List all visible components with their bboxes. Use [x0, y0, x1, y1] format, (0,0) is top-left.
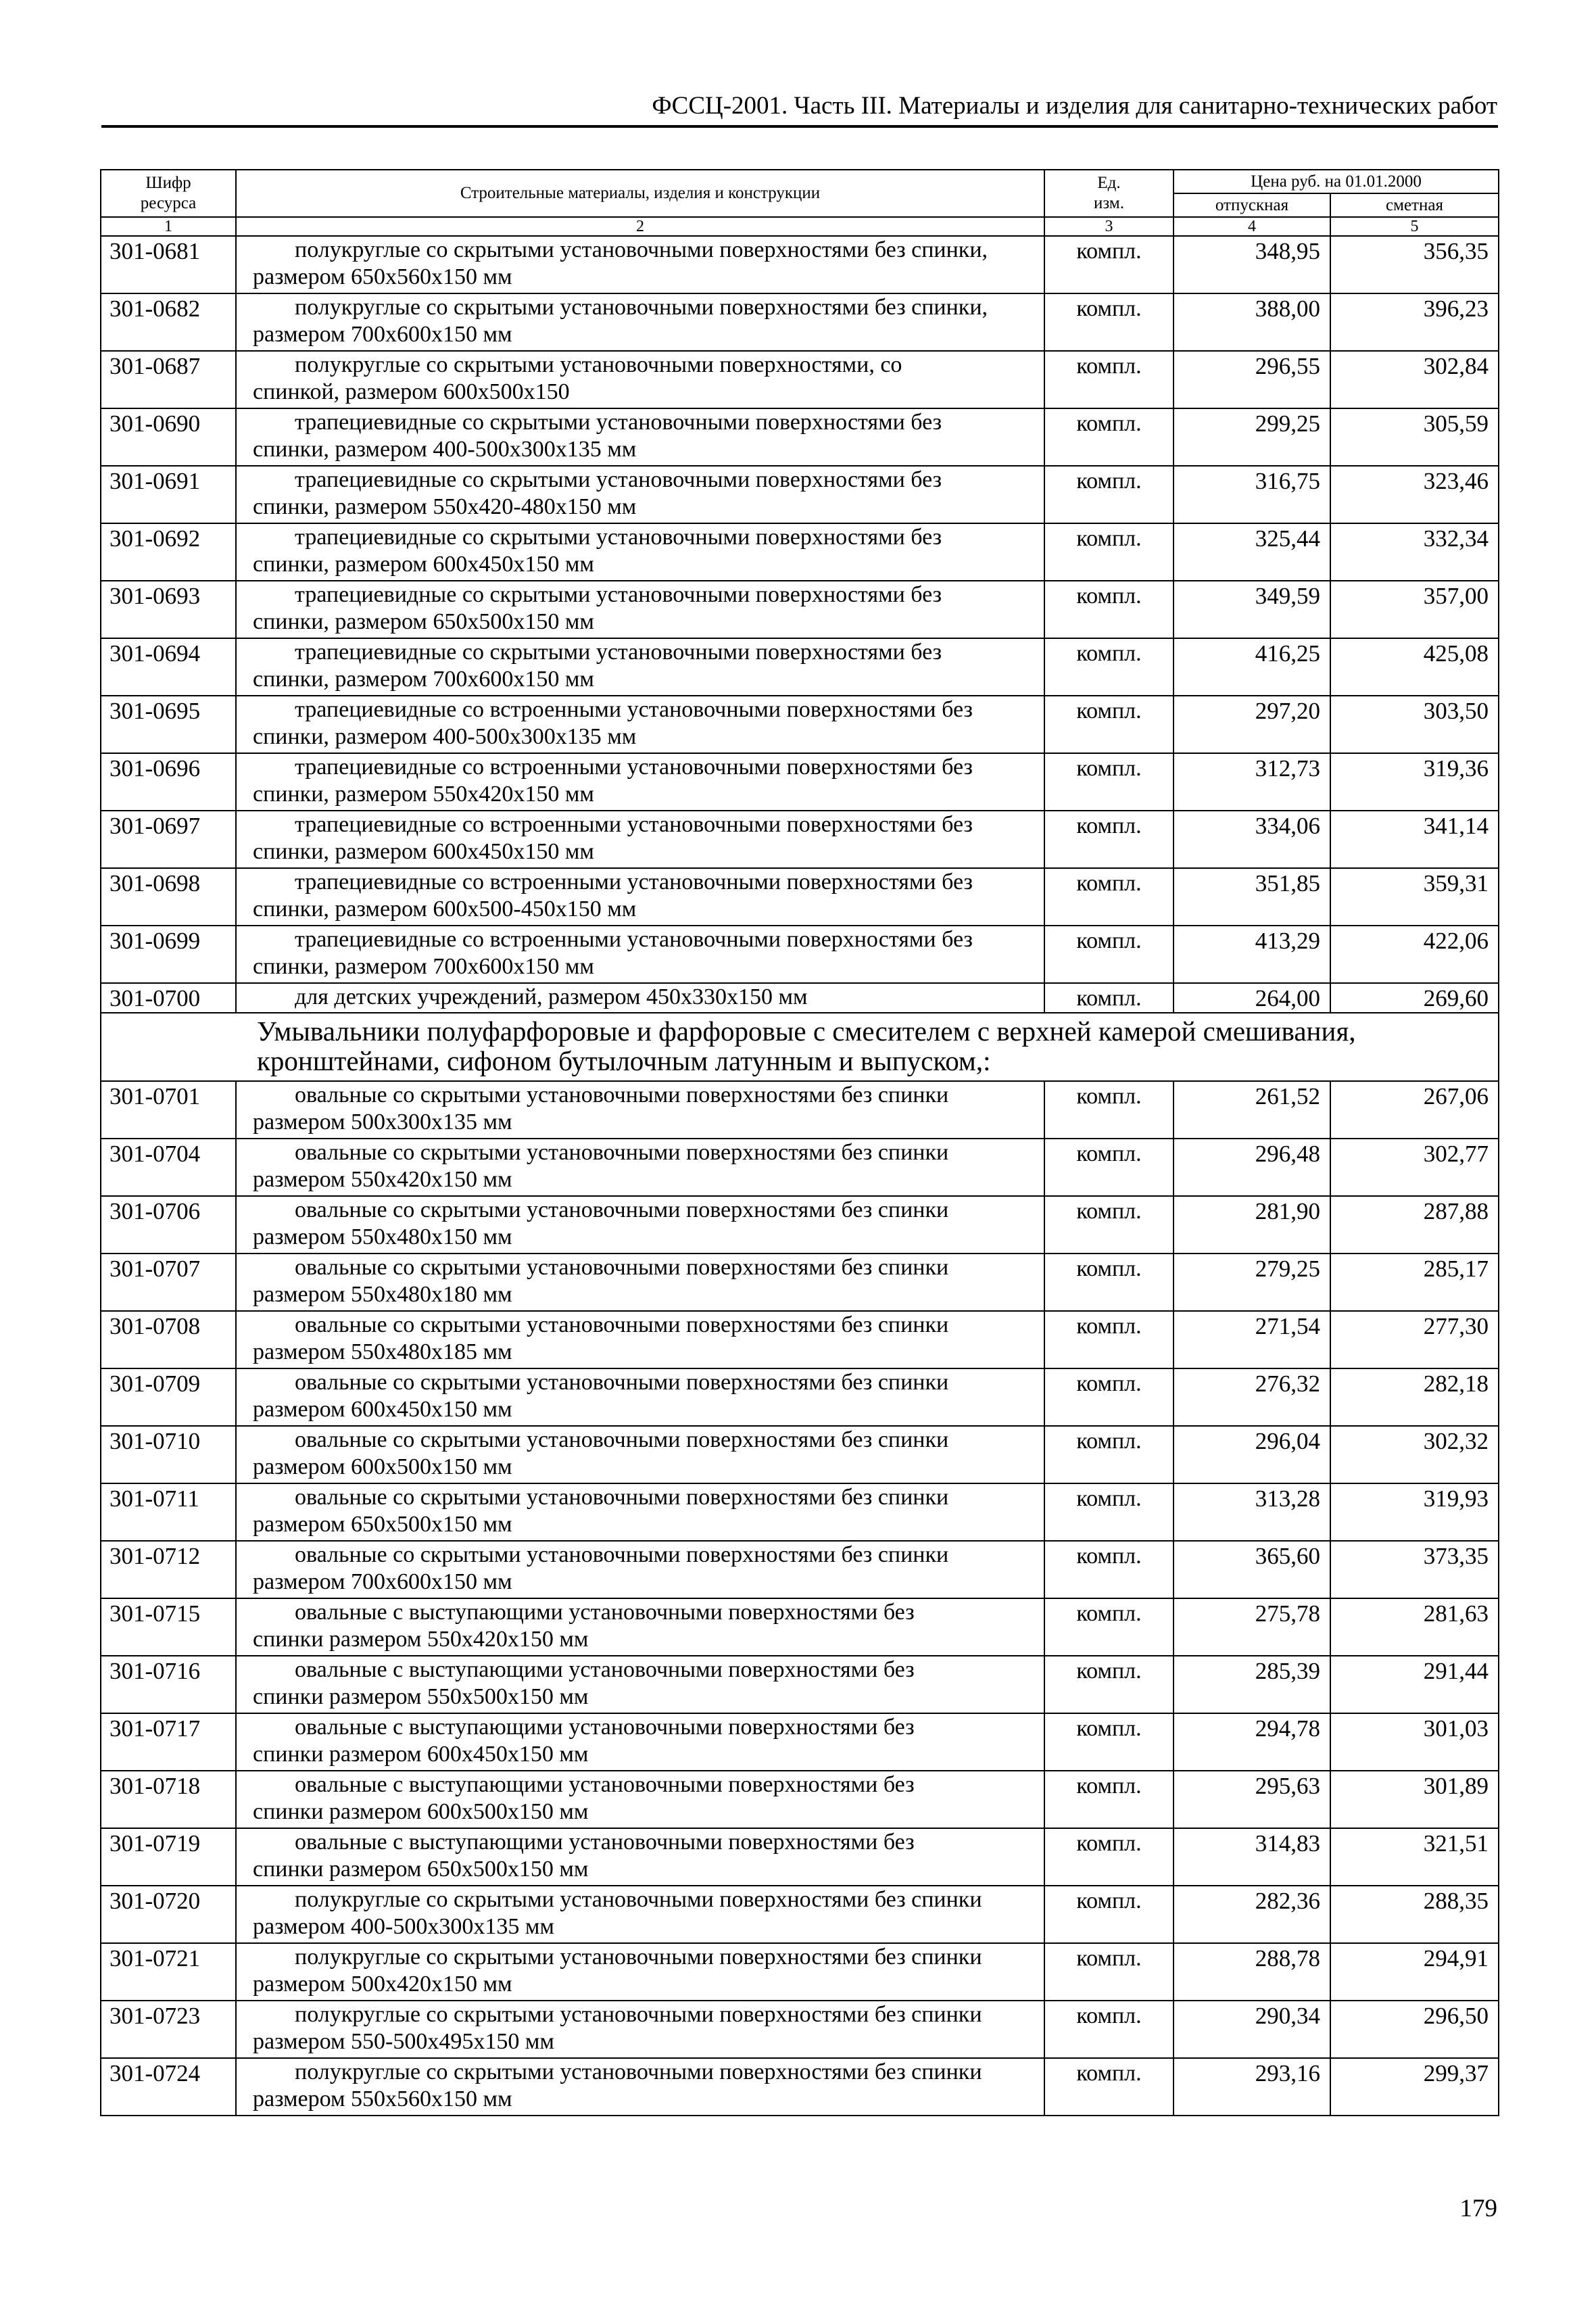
- col-header-code: [101, 170, 236, 217]
- header-rule: [101, 125, 1498, 128]
- item-description-line1: полукруглые со скрытыми установочными поверхностями без спинки: [295, 1887, 982, 1912]
- table-row: [101, 638, 1499, 696]
- col-header-code-line1: Шифр: [145, 174, 191, 192]
- col-header-price-group: Цена руб. на 01.01.2000: [1174, 170, 1499, 193]
- release-price: 290,34: [1174, 2001, 1330, 2058]
- item-description: [236, 293, 1044, 351]
- item-description-line1: овальные с выступающими установочными поверхностями без: [295, 1657, 915, 1682]
- table-row: [101, 1254, 1499, 1311]
- estimate-price: 323,46: [1330, 466, 1499, 523]
- resource-code: 301-0681: [101, 236, 236, 293]
- col-header-unit: [1044, 170, 1174, 217]
- item-description-line1: трапециевидные со скрытыми установочными поверхностями без: [295, 467, 942, 492]
- item-description: [236, 983, 1044, 1013]
- item-description: [236, 408, 1044, 466]
- section-heading-line2: кронштейнами, сифоном бутылочным латунным и выпуском,:: [257, 1045, 991, 1076]
- item-description-line1: овальные с выступающими установочными поверхностями без: [295, 1772, 915, 1797]
- resource-code: 301-0711: [101, 1483, 236, 1541]
- item-description-line1: овальные со скрытыми установочными поверхностями без спинки: [295, 1082, 949, 1107]
- resource-code: 301-0699: [101, 926, 236, 983]
- release-price: 349,59: [1174, 581, 1330, 638]
- table-row: [101, 1541, 1499, 1598]
- resource-code: 301-0694: [101, 638, 236, 696]
- item-description: [236, 1886, 1044, 1943]
- item-description-line2: спинки, размером 600х500-450х150 мм: [253, 897, 637, 922]
- item-description-line2: спинки, размером 400-500х300х135 мм: [253, 437, 637, 462]
- unit-of-measure: компл.: [1044, 523, 1174, 581]
- estimate-price: 425,08: [1330, 638, 1499, 696]
- release-price: 295,63: [1174, 1771, 1330, 1828]
- estimate-price: 285,17: [1330, 1254, 1499, 1311]
- release-price: 313,28: [1174, 1483, 1330, 1541]
- unit-of-measure: компл.: [1044, 868, 1174, 926]
- page-number: 179: [1459, 2195, 1497, 2222]
- unit-of-measure: компл.: [1044, 2058, 1174, 2116]
- item-description: [236, 1081, 1044, 1139]
- item-description: [236, 1771, 1044, 1828]
- col-header-unit-line1: Ед.: [1097, 174, 1121, 192]
- item-description-line2: размером 650х500х150 мм: [253, 1512, 512, 1537]
- column-number: 4: [1174, 217, 1330, 236]
- resource-code: 301-0693: [101, 581, 236, 638]
- section-heading-line1: Умывальники полуфарфоровые и фарфоровые с смесителем с верхней камерой смешивания,: [257, 1016, 1356, 1047]
- item-description: [236, 868, 1044, 926]
- table-row: [101, 581, 1499, 638]
- estimate-price: 341,14: [1330, 811, 1499, 868]
- estimate-price: 319,36: [1330, 753, 1499, 811]
- resource-code: 301-0717: [101, 1713, 236, 1771]
- item-description-line2: спинки, размером 650х500х150 мм: [253, 609, 594, 634]
- item-description: [236, 638, 1044, 696]
- resource-code: 301-0691: [101, 466, 236, 523]
- unit-of-measure: компл.: [1044, 1196, 1174, 1254]
- resource-code: 301-0690: [101, 408, 236, 466]
- item-description: [236, 2001, 1044, 2058]
- unit-of-measure: компл.: [1044, 466, 1174, 523]
- resource-code: 301-0701: [101, 1081, 236, 1139]
- estimate-price: 396,23: [1330, 293, 1499, 351]
- release-price: 279,25: [1174, 1254, 1330, 1311]
- unit-of-measure: компл.: [1044, 1426, 1174, 1483]
- table-row: [101, 1081, 1499, 1139]
- running-header: ФССЦ-2001. Часть III. Материалы и изделия для санитарно-технических работ: [652, 92, 1497, 120]
- resource-code: 301-0720: [101, 1886, 236, 1943]
- release-price: 285,39: [1174, 1656, 1330, 1713]
- release-price: 261,52: [1174, 1081, 1330, 1139]
- table-row: [101, 868, 1499, 926]
- item-description-line1: овальные со скрытыми установочными поверхностями без спинки: [295, 1485, 949, 1510]
- item-description-line1: овальные со скрытыми установочными поверхностями без спинки: [295, 1370, 949, 1395]
- unit-of-measure: компл.: [1044, 1483, 1174, 1541]
- item-description-line1: овальные со скрытыми установочными поверхностями без спинки: [295, 1140, 949, 1165]
- item-description-line1: для детских учреждений, размером 450х330х150 мм: [295, 984, 808, 1009]
- table-row: [101, 1598, 1499, 1656]
- item-description-line1: трапециевидные со встроенными установочными поверхностями без: [295, 927, 973, 952]
- unit-of-measure: компл.: [1044, 581, 1174, 638]
- col-header-name: Строительные материалы, изделия и конструкции: [236, 170, 1044, 217]
- resource-code: 301-0707: [101, 1254, 236, 1311]
- unit-of-measure: компл.: [1044, 1656, 1174, 1713]
- item-description-line2: размером 500х420х150 мм: [253, 1972, 512, 1997]
- column-number: 1: [101, 217, 236, 236]
- table-row: [101, 1943, 1499, 2001]
- estimate-price: 302,77: [1330, 1139, 1499, 1196]
- unit-of-measure: компл.: [1044, 293, 1174, 351]
- release-price: 275,78: [1174, 1598, 1330, 1656]
- estimate-price: 282,18: [1330, 1368, 1499, 1426]
- table-row: [101, 523, 1499, 581]
- item-description: [236, 696, 1044, 753]
- unit-of-measure: компл.: [1044, 2001, 1174, 2058]
- item-description-line1: овальные со скрытыми установочными поверхностями без спинки: [295, 1255, 949, 1280]
- release-price: 388,00: [1174, 293, 1330, 351]
- release-price: 334,06: [1174, 811, 1330, 868]
- item-description: [236, 1541, 1044, 1598]
- release-price: 416,25: [1174, 638, 1330, 696]
- item-description: [236, 1713, 1044, 1771]
- unit-of-measure: компл.: [1044, 1081, 1174, 1139]
- column-number: 5: [1330, 217, 1499, 236]
- release-price: 294,78: [1174, 1713, 1330, 1771]
- table-row: [101, 466, 1499, 523]
- item-description-line2: размером 500х300х135 мм: [253, 1109, 512, 1135]
- item-description: [236, 1656, 1044, 1713]
- release-price: 296,04: [1174, 1426, 1330, 1483]
- table-row: [101, 1196, 1499, 1254]
- resource-code: 301-0721: [101, 1943, 236, 2001]
- resource-code: 301-0695: [101, 696, 236, 753]
- estimate-price: 277,30: [1330, 1311, 1499, 1368]
- estimate-price: 287,88: [1330, 1196, 1499, 1254]
- item-description-line2: размером 550х420х150 мм: [253, 1167, 512, 1192]
- table-row: [101, 408, 1499, 466]
- unit-of-measure: компл.: [1044, 1828, 1174, 1886]
- table-row: [101, 1771, 1499, 1828]
- item-description: [236, 1483, 1044, 1541]
- item-description-line2: спинки, размером 550х420х150 мм: [253, 782, 594, 807]
- item-description-line2: спинки размером 650х500х150 мм: [253, 1857, 589, 1882]
- unit-of-measure: компл.: [1044, 351, 1174, 408]
- unit-of-measure: компл.: [1044, 1713, 1174, 1771]
- resource-code: 301-0719: [101, 1828, 236, 1886]
- section-heading: [101, 1013, 1499, 1081]
- item-description: [236, 351, 1044, 408]
- item-description-line2: спинки размером 550х420х150 мм: [253, 1627, 589, 1652]
- item-description: [236, 466, 1044, 523]
- unit-of-measure: компл.: [1044, 236, 1174, 293]
- resource-code: 301-0708: [101, 1311, 236, 1368]
- release-price: 296,55: [1174, 351, 1330, 408]
- item-description-line2: спинки, размером 700х600х150 мм: [253, 954, 594, 979]
- resource-code: 301-0712: [101, 1541, 236, 1598]
- table-row: [101, 696, 1499, 753]
- table-row: [101, 1656, 1499, 1713]
- unit-of-measure: компл.: [1044, 638, 1174, 696]
- table-body: [101, 236, 1499, 2116]
- unit-of-measure: компл.: [1044, 1368, 1174, 1426]
- unit-of-measure: компл.: [1044, 1771, 1174, 1828]
- resource-code: 301-0716: [101, 1656, 236, 1713]
- item-description-line1: полукруглые со скрытыми установочными поверхностями без спинки,: [295, 295, 988, 320]
- estimate-price: 288,35: [1330, 1886, 1499, 1943]
- table-row: [101, 1828, 1499, 1886]
- item-description-line1: полукруглые со скрытыми установочными поверхностями без спинки: [295, 1944, 982, 1970]
- resource-code: 301-0696: [101, 753, 236, 811]
- item-description-line2: размером 700х600х150 мм: [253, 1569, 512, 1594]
- release-price: 297,20: [1174, 696, 1330, 753]
- table-row: [101, 753, 1499, 811]
- item-description: [236, 811, 1044, 868]
- item-description: [236, 1943, 1044, 2001]
- release-price: 413,29: [1174, 926, 1330, 983]
- unit-of-measure: компл.: [1044, 811, 1174, 868]
- estimate-price: 359,31: [1330, 868, 1499, 926]
- estimate-price: 269,60: [1330, 983, 1499, 1013]
- estimate-price: 302,32: [1330, 1426, 1499, 1483]
- resource-code: 301-0704: [101, 1139, 236, 1196]
- resource-code: 301-0710: [101, 1426, 236, 1483]
- estimate-price: 422,06: [1330, 926, 1499, 983]
- item-description: [236, 753, 1044, 811]
- estimate-price: 303,50: [1330, 696, 1499, 753]
- table-row: [101, 236, 1499, 293]
- column-number: 2: [236, 217, 1044, 236]
- table-row: [101, 293, 1499, 351]
- release-price: 314,83: [1174, 1828, 1330, 1886]
- resource-code: 301-0723: [101, 2001, 236, 2058]
- table-row: [101, 811, 1499, 868]
- item-description-line1: овальные со скрытыми установочными поверхностями без спинки: [295, 1542, 949, 1567]
- table-row: [101, 1713, 1499, 1771]
- item-description-line2: размером 600х500х150 мм: [253, 1454, 512, 1479]
- estimate-price: 281,63: [1330, 1598, 1499, 1656]
- resource-code: 301-0692: [101, 523, 236, 581]
- column-number: 3: [1044, 217, 1174, 236]
- release-price: 348,95: [1174, 236, 1330, 293]
- item-description-line1: трапециевидные со встроенными установочными поверхностями без: [295, 755, 973, 780]
- estimate-price: 301,89: [1330, 1771, 1499, 1828]
- item-description-line1: овальные с выступающими установочными поверхностями без: [295, 1600, 915, 1625]
- resource-code: 301-0700: [101, 983, 236, 1013]
- item-description-line2: спинки размером 550х500х150 мм: [253, 1684, 589, 1709]
- unit-of-measure: компл.: [1044, 696, 1174, 753]
- item-description-line1: овальные со скрытыми установочными поверхностями без спинки: [295, 1312, 949, 1337]
- item-description-line2: размером 550-500х495х150 мм: [253, 2029, 554, 2054]
- item-description-line2: размером 550х480х150 мм: [253, 1224, 512, 1249]
- estimate-price: 302,84: [1330, 351, 1499, 408]
- table-row: [101, 1483, 1499, 1541]
- release-price: 288,78: [1174, 1943, 1330, 2001]
- item-description-line2: спинки, размером 600х450х150 мм: [253, 552, 594, 577]
- item-description-line1: полукруглые со скрытыми установочными поверхностями, со: [295, 352, 902, 377]
- release-price: 276,32: [1174, 1368, 1330, 1426]
- col-header-release-price: отпускная: [1174, 193, 1330, 217]
- release-price: 293,16: [1174, 2058, 1330, 2116]
- item-description: [236, 2058, 1044, 2116]
- release-price: 299,25: [1174, 408, 1330, 466]
- item-description-line2: размером 550х560х150 мм: [253, 2086, 512, 2111]
- table-row: [101, 1311, 1499, 1368]
- unit-of-measure: компл.: [1044, 1139, 1174, 1196]
- item-description-line2: спинки, размером 550х420-480х150 мм: [253, 494, 637, 519]
- item-description-line1: полукруглые со скрытыми установочными поверхностями без спинки: [295, 2002, 982, 2027]
- estimate-price: 332,34: [1330, 523, 1499, 581]
- resource-code: 301-0687: [101, 351, 236, 408]
- item-description-line1: трапециевидные со скрытыми установочными поверхностями без: [295, 640, 942, 665]
- section-heading-row: [101, 1013, 1499, 1081]
- item-description: [236, 236, 1044, 293]
- item-description-line2: спинки, размером 700х600х150 мм: [253, 667, 594, 692]
- table-row: [101, 983, 1499, 1013]
- unit-of-measure: компл.: [1044, 1886, 1174, 1943]
- release-price: 264,00: [1174, 983, 1330, 1013]
- unit-of-measure: компл.: [1044, 983, 1174, 1013]
- item-description: [236, 926, 1044, 983]
- item-description-line1: трапециевидные со встроенными установочными поверхностями без: [295, 812, 973, 837]
- resource-code: 301-0682: [101, 293, 236, 351]
- item-description-line1: трапециевидные со скрытыми установочными поверхностями без: [295, 582, 942, 607]
- item-description-line2: размером 550х480х180 мм: [253, 1282, 512, 1307]
- unit-of-measure: компл.: [1044, 1598, 1174, 1656]
- release-price: 365,60: [1174, 1541, 1330, 1598]
- resource-code: 301-0697: [101, 811, 236, 868]
- table-row: [101, 1368, 1499, 1426]
- item-description-line2: размером 700х600х150 мм: [253, 322, 512, 347]
- estimate-price: 321,51: [1330, 1828, 1499, 1886]
- unit-of-measure: компл.: [1044, 1254, 1174, 1311]
- release-price: 312,73: [1174, 753, 1330, 811]
- item-description-line2: размером 600х450х150 мм: [253, 1397, 512, 1422]
- item-description: [236, 523, 1044, 581]
- col-header-code-line2: ресурса: [140, 194, 197, 212]
- resource-code: 301-0698: [101, 868, 236, 926]
- resource-code: 301-0706: [101, 1196, 236, 1254]
- col-header-unit-line2: изм.: [1094, 194, 1124, 212]
- estimate-price: 319,93: [1330, 1483, 1499, 1541]
- unit-of-measure: компл.: [1044, 408, 1174, 466]
- item-description: [236, 1426, 1044, 1483]
- estimate-price: 301,03: [1330, 1713, 1499, 1771]
- release-price: 316,75: [1174, 466, 1330, 523]
- item-description: [236, 1254, 1044, 1311]
- estimate-price: 373,35: [1330, 1541, 1499, 1598]
- item-description-line2: спинкой, размером 600х500х150: [253, 379, 570, 404]
- item-description: [236, 1196, 1044, 1254]
- item-description-line1: трапециевидные со скрытыми установочными поверхностями без: [295, 410, 942, 435]
- table-row: [101, 1426, 1499, 1483]
- release-price: 271,54: [1174, 1311, 1330, 1368]
- release-price: 351,85: [1174, 868, 1330, 926]
- item-description: [236, 1311, 1044, 1368]
- estimate-price: 296,50: [1330, 2001, 1499, 2058]
- item-description-line1: трапециевидные со встроенными установочными поверхностями без: [295, 697, 973, 722]
- item-description: [236, 1828, 1044, 1886]
- table-row: [101, 2058, 1499, 2116]
- item-description-line1: овальные со скрытыми установочными поверхностями без спинки: [295, 1197, 949, 1222]
- release-price: 325,44: [1174, 523, 1330, 581]
- item-description-line1: полукруглые со скрытыми установочными поверхностями без спинки,: [295, 237, 988, 262]
- item-description-line2: спинки, размером 400-500х300х135 мм: [253, 724, 637, 749]
- estimate-price: 294,91: [1330, 1943, 1499, 2001]
- item-description-line2: размером 400-500х300х135 мм: [253, 1914, 554, 1939]
- table-row: [101, 2001, 1499, 2058]
- item-description-line2: размером 650х560х150 мм: [253, 264, 512, 289]
- estimate-price: 356,35: [1330, 236, 1499, 293]
- unit-of-measure: компл.: [1044, 926, 1174, 983]
- table-row: [101, 1886, 1499, 1943]
- table-row: [101, 1139, 1499, 1196]
- item-description-line2: размером 550х480х185 мм: [253, 1339, 512, 1364]
- item-description: [236, 1139, 1044, 1196]
- item-description-line2: спинки, размером 600х450х150 мм: [253, 839, 594, 864]
- item-description-line1: овальные с выступающими установочными поверхностями без: [295, 1830, 915, 1855]
- column-number-row: [101, 217, 1499, 236]
- item-description-line1: трапециевидные со скрытыми установочными поверхностями без: [295, 525, 942, 550]
- unit-of-measure: компл.: [1044, 1943, 1174, 2001]
- unit-of-measure: компл.: [1044, 1541, 1174, 1598]
- release-price: 296,48: [1174, 1139, 1330, 1196]
- release-price: 281,90: [1174, 1196, 1330, 1254]
- item-description-line2: спинки размером 600х450х150 мм: [253, 1742, 589, 1767]
- release-price: 282,36: [1174, 1886, 1330, 1943]
- resource-code: 301-0715: [101, 1598, 236, 1656]
- item-description: [236, 1598, 1044, 1656]
- item-description: [236, 581, 1044, 638]
- table-row: [101, 926, 1499, 983]
- price-table: [100, 169, 1499, 2116]
- table-row: [101, 351, 1499, 408]
- resource-code: 301-0709: [101, 1368, 236, 1426]
- item-description-line1: овальные со скрытыми установочными поверхностями без спинки: [295, 1427, 949, 1452]
- resource-code: 301-0718: [101, 1771, 236, 1828]
- item-description: [236, 1368, 1044, 1426]
- estimate-price: 267,06: [1330, 1081, 1499, 1139]
- col-header-estimate-price: сметная: [1330, 193, 1499, 217]
- estimate-price: 291,44: [1330, 1656, 1499, 1713]
- item-description-line1: трапециевидные со встроенными установочными поверхностями без: [295, 869, 973, 894]
- item-description-line1: полукруглые со скрытыми установочными поверхностями без спинки: [295, 2059, 982, 2084]
- estimate-price: 357,00: [1330, 581, 1499, 638]
- item-description-line1: овальные с выступающими установочными поверхностями без: [295, 1715, 915, 1740]
- unit-of-measure: компл.: [1044, 1311, 1174, 1368]
- resource-code: 301-0724: [101, 2058, 236, 2116]
- estimate-price: 299,37: [1330, 2058, 1499, 2116]
- item-description-line2: спинки размером 600х500х150 мм: [253, 1799, 589, 1824]
- estimate-price: 305,59: [1330, 408, 1499, 466]
- unit-of-measure: компл.: [1044, 753, 1174, 811]
